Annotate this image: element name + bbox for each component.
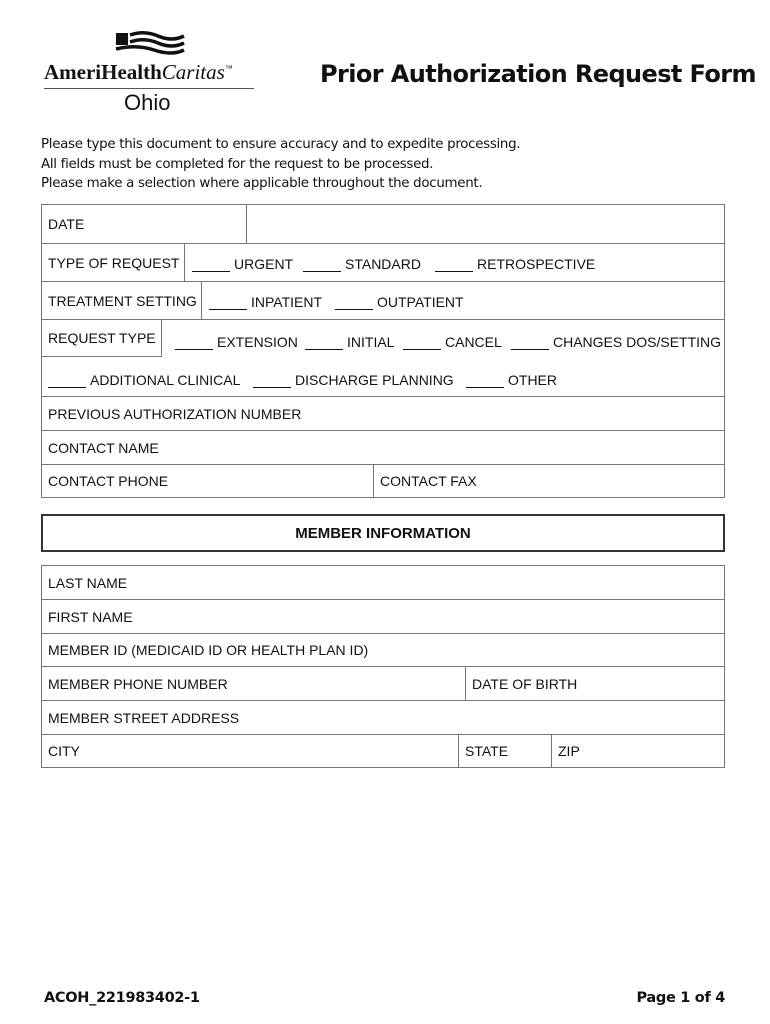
member-id-row[interactable]	[42, 634, 724, 667]
contact-fax-label[interactable]: CONTACT FAX	[380, 473, 477, 489]
checkbox-blank[interactable]	[403, 335, 441, 350]
logo-rule	[44, 88, 254, 89]
last-name-label: LAST NAME	[48, 574, 128, 591]
checkbox-blank[interactable]	[511, 335, 549, 350]
page-number: Page 1 of 4	[636, 990, 725, 1006]
previous-auth-label: PREVIOUS AUTHORIZATION NUMBER	[48, 405, 302, 422]
street-address-label: MEMBER STREET ADDRESS	[48, 709, 240, 726]
instruction-line: All fields must be completed for the request to be processed.	[41, 156, 434, 172]
contact-name-label: CONTACT NAME	[48, 439, 159, 456]
city-state-zip-row	[42, 735, 724, 767]
first-name-row[interactable]	[42, 600, 724, 634]
last-name-row[interactable]	[42, 566, 724, 600]
brand-script: Caritas	[161, 60, 225, 84]
date-row	[42, 205, 724, 244]
type-of-request-row	[42, 244, 724, 282]
date-label: DATE	[42, 205, 247, 243]
option-inpatient[interactable]: INPATIENT	[209, 294, 322, 310]
member-phone-label[interactable]: MEMBER PHONE NUMBER	[42, 667, 466, 700]
checkbox-blank[interactable]	[466, 373, 504, 388]
checkbox-blank[interactable]	[175, 335, 213, 350]
checkbox-blank[interactable]	[303, 257, 341, 272]
checkbox-blank[interactable]	[253, 373, 291, 388]
treatment-setting-label: TREATMENT SETTING	[42, 282, 202, 319]
request-type-row	[42, 320, 724, 397]
waving-flag-icon	[114, 30, 186, 58]
option-urgent[interactable]: URGENT	[192, 256, 293, 272]
option-outpatient[interactable]: OUTPATIENT	[335, 294, 464, 310]
request-type-label: REQUEST TYPE	[42, 320, 162, 357]
checkbox-blank[interactable]	[435, 257, 473, 272]
city-label[interactable]: CITY	[42, 735, 459, 767]
contact-phone-fax-row	[42, 465, 724, 497]
instruction-line: Please make a selection where applicable throughout the document.	[41, 176, 483, 191]
checkbox-blank[interactable]	[209, 295, 247, 310]
option-standard[interactable]: STANDARD	[303, 256, 421, 272]
option-initial[interactable]: INITIAL	[305, 334, 394, 350]
option-discharge-planning[interactable]: DISCHARGE PLANNING	[253, 372, 454, 388]
date-field[interactable]	[247, 205, 724, 243]
checkbox-blank[interactable]	[305, 335, 343, 350]
checkbox-blank[interactable]	[48, 373, 86, 388]
brand-tm: ™	[224, 64, 233, 73]
previous-auth-row[interactable]	[42, 397, 724, 431]
option-cancel[interactable]: CANCEL	[403, 334, 502, 350]
contact-phone-label[interactable]: CONTACT PHONE	[42, 465, 374, 497]
contact-name-row[interactable]	[42, 431, 724, 465]
first-name-label: FIRST NAME	[48, 608, 133, 625]
logo	[44, 30, 264, 122]
option-other[interactable]: OTHER	[466, 372, 557, 388]
state-label[interactable]: STATE	[459, 735, 552, 767]
region-name: Ohio	[124, 90, 171, 115]
brand-bold: AmeriHealth	[44, 60, 162, 84]
member-info-section-title: MEMBER INFORMATION	[41, 514, 725, 552]
option-changes-dos-setting[interactable]: CHANGES DOS/SETTING	[511, 334, 721, 350]
checkbox-blank[interactable]	[192, 257, 230, 272]
treatment-setting-row	[42, 282, 724, 320]
option-additional-clinical[interactable]: ADDITIONAL CLINICAL	[48, 372, 240, 388]
zip-label[interactable]: ZIP	[558, 743, 580, 759]
brand-name	[44, 60, 233, 85]
type-of-request-label: TYPE OF REQUEST	[42, 244, 185, 281]
option-retrospective[interactable]: RETROSPECTIVE	[435, 256, 595, 272]
form-title: Prior Authorization Request Form	[320, 60, 756, 88]
date-of-birth-label[interactable]: DATE OF BIRTH	[472, 675, 578, 692]
member-info-table	[41, 565, 725, 768]
checkbox-blank[interactable]	[335, 295, 373, 310]
request-info-table	[41, 204, 725, 498]
member-id-label: MEMBER ID (MEDICAID ID OR HEALTH PLAN ID)	[48, 642, 369, 658]
phone-dob-row	[42, 667, 724, 701]
street-address-row[interactable]	[42, 701, 724, 735]
document-code: ACOH_221983402-1	[44, 990, 200, 1006]
instructions	[41, 135, 520, 194]
option-extension[interactable]: EXTENSION	[175, 334, 298, 350]
instruction-line: Please type this document to ensure accuracy and to expedite processing.	[41, 137, 521, 152]
